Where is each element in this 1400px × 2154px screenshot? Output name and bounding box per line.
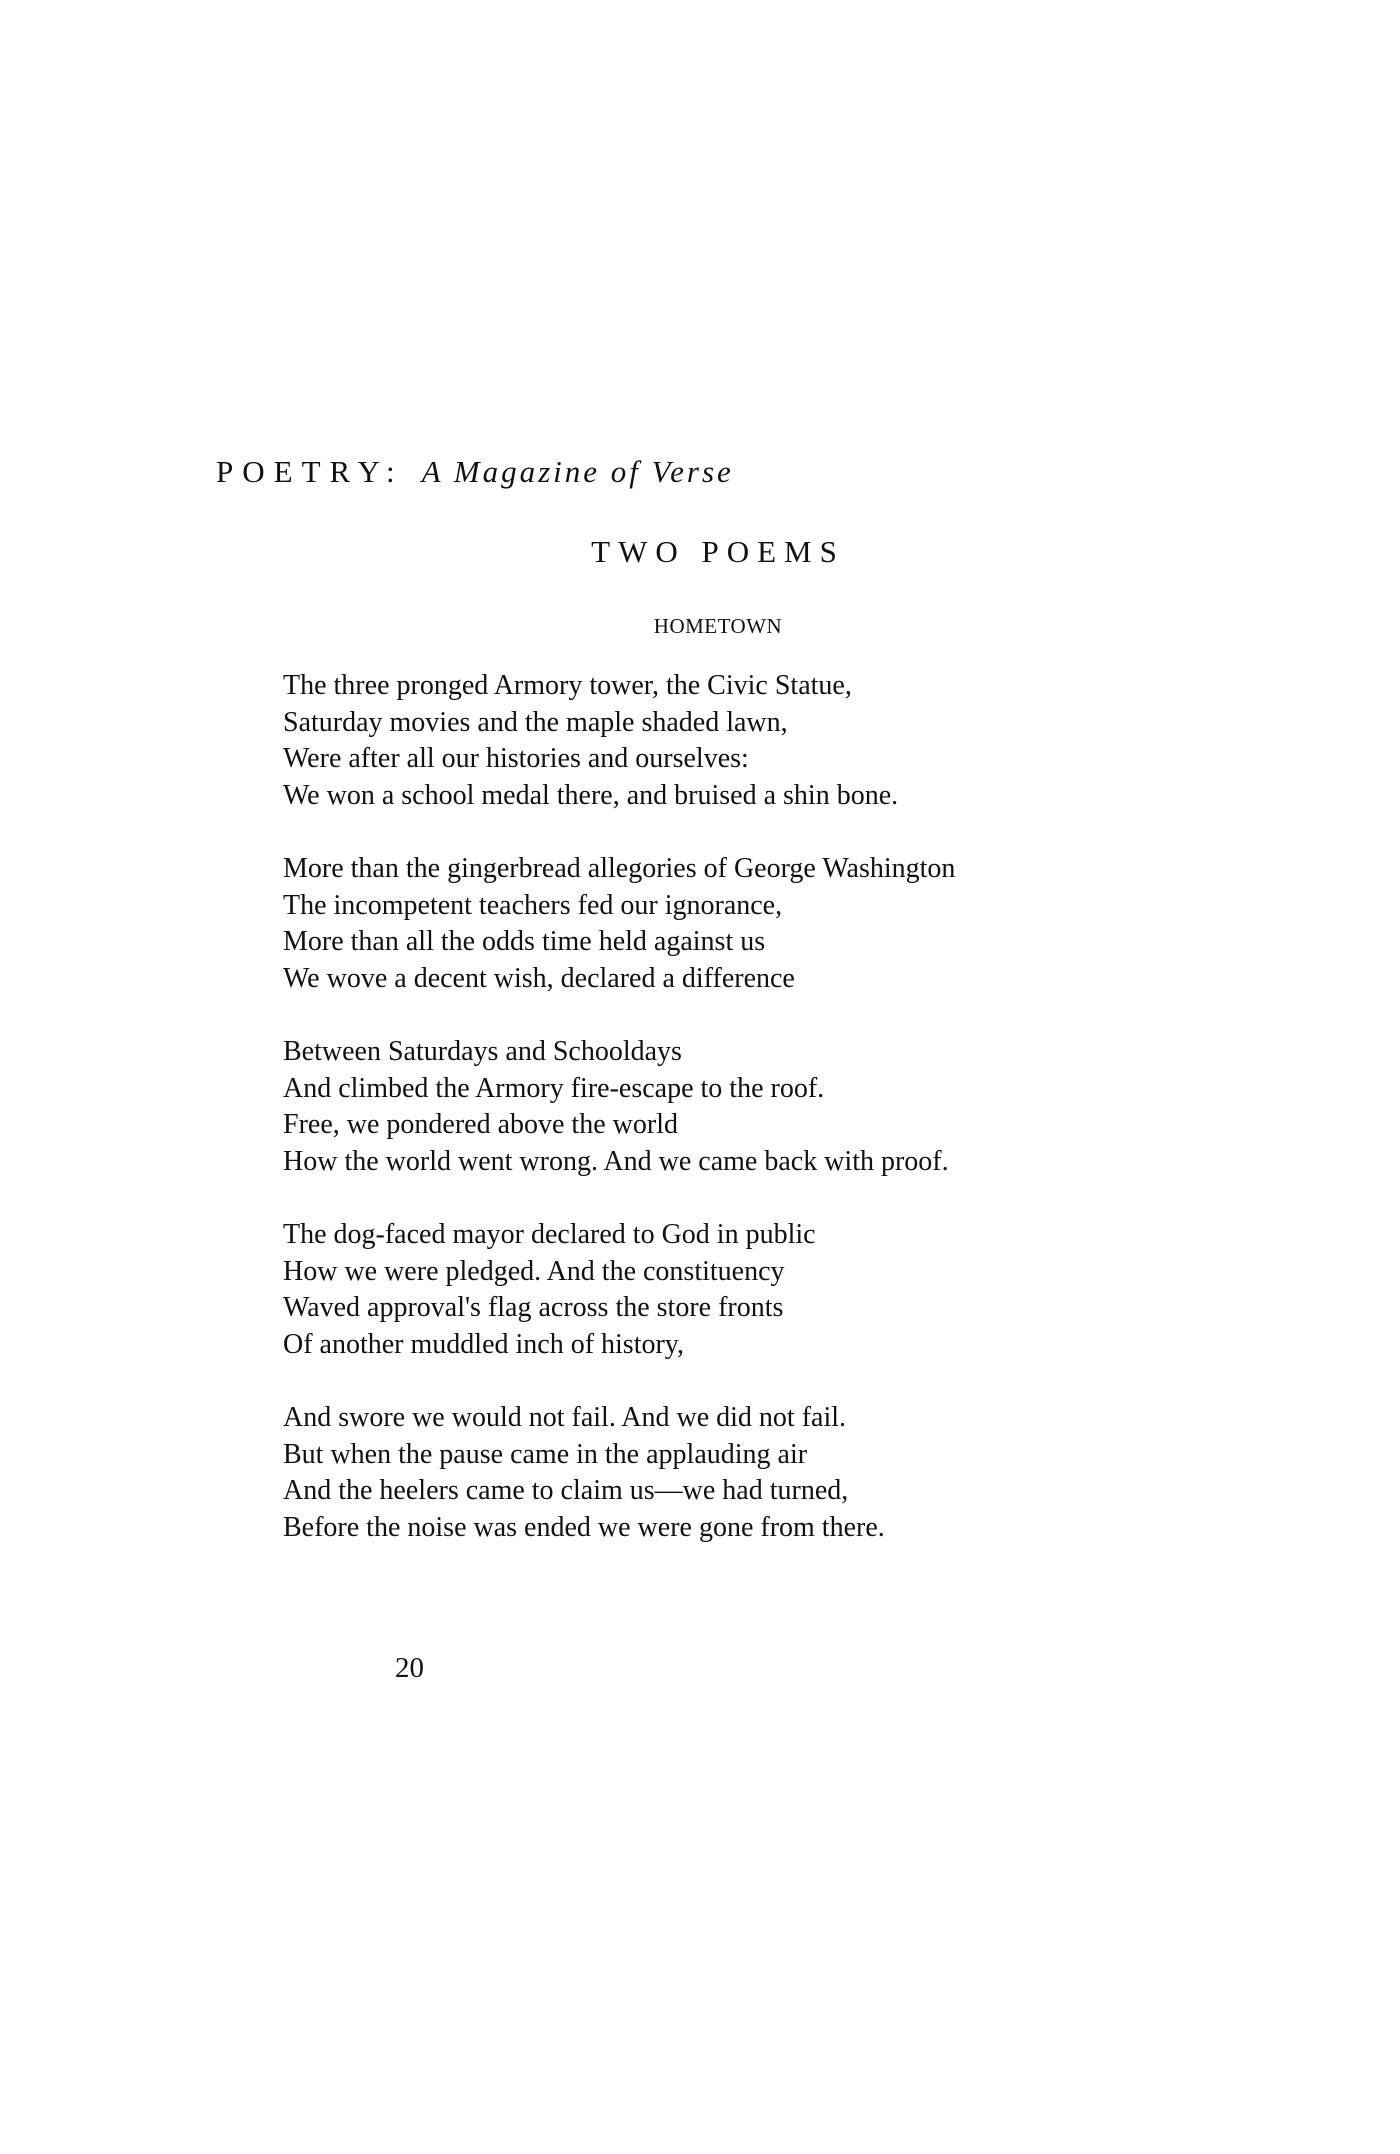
magazine-name: POETRY: (216, 454, 404, 489)
page-number: 20 (395, 1652, 424, 1684)
poem-line: How the world went wrong. And we came back with proof. (283, 1145, 949, 1177)
poem-line: The three pronged Armory tower, the Civic Statue, (283, 670, 852, 701)
poem-line: Were after all our histories and ourselves: (283, 743, 749, 774)
poem-line: Free, we pondered above the world (283, 1109, 678, 1140)
magazine-subtitle: A Magazine of Verse (421, 454, 734, 489)
poem-line: We wove a decent wish, declared a difference (283, 962, 795, 994)
poem-line: And climbed the Armory fire-escape to the roof. (283, 1072, 825, 1104)
stanza (283, 1034, 1283, 1180)
poem-line: We won a school medal there, and bruised a shin bone. (283, 779, 899, 811)
section-title: TWO POEMS (591, 534, 845, 569)
poem-line: Waved approval's flag across the store fronts (283, 1292, 784, 1323)
poem-line: More than the gingerbread allegories of George Washington (283, 853, 956, 884)
stanza (283, 1400, 1283, 1546)
stanza (283, 1217, 1283, 1363)
poem-title: HOMETOWN (653, 614, 783, 638)
poem-line: And the heelers came to claim us—we had turned, (283, 1475, 849, 1506)
poem-line: And swore we would not fail. And we did not fail. (283, 1402, 847, 1433)
poem-line: Of another muddled inch of history, (283, 1328, 684, 1360)
poem-line: Before the noise was ended we were gone from there. (283, 1511, 885, 1543)
poem-line: But when the pause came in the applauding air (283, 1438, 808, 1470)
stanza (283, 668, 1283, 814)
poem-line: More than all the odds time held against us (283, 926, 766, 957)
poem-line: The dog-faced mayor declared to God in public (283, 1219, 816, 1250)
poem-line: Between Saturdays and Schooldays (283, 1036, 682, 1067)
stanza (283, 851, 1283, 997)
poem-body (283, 668, 1283, 1583)
running-head (216, 452, 734, 492)
poem-line: How we were pledged. And the constituency (283, 1255, 785, 1287)
poem-line: The incompetent teachers fed our ignorance, (283, 889, 783, 921)
poem-line: Saturday movies and the maple shaded lawn, (283, 706, 788, 738)
